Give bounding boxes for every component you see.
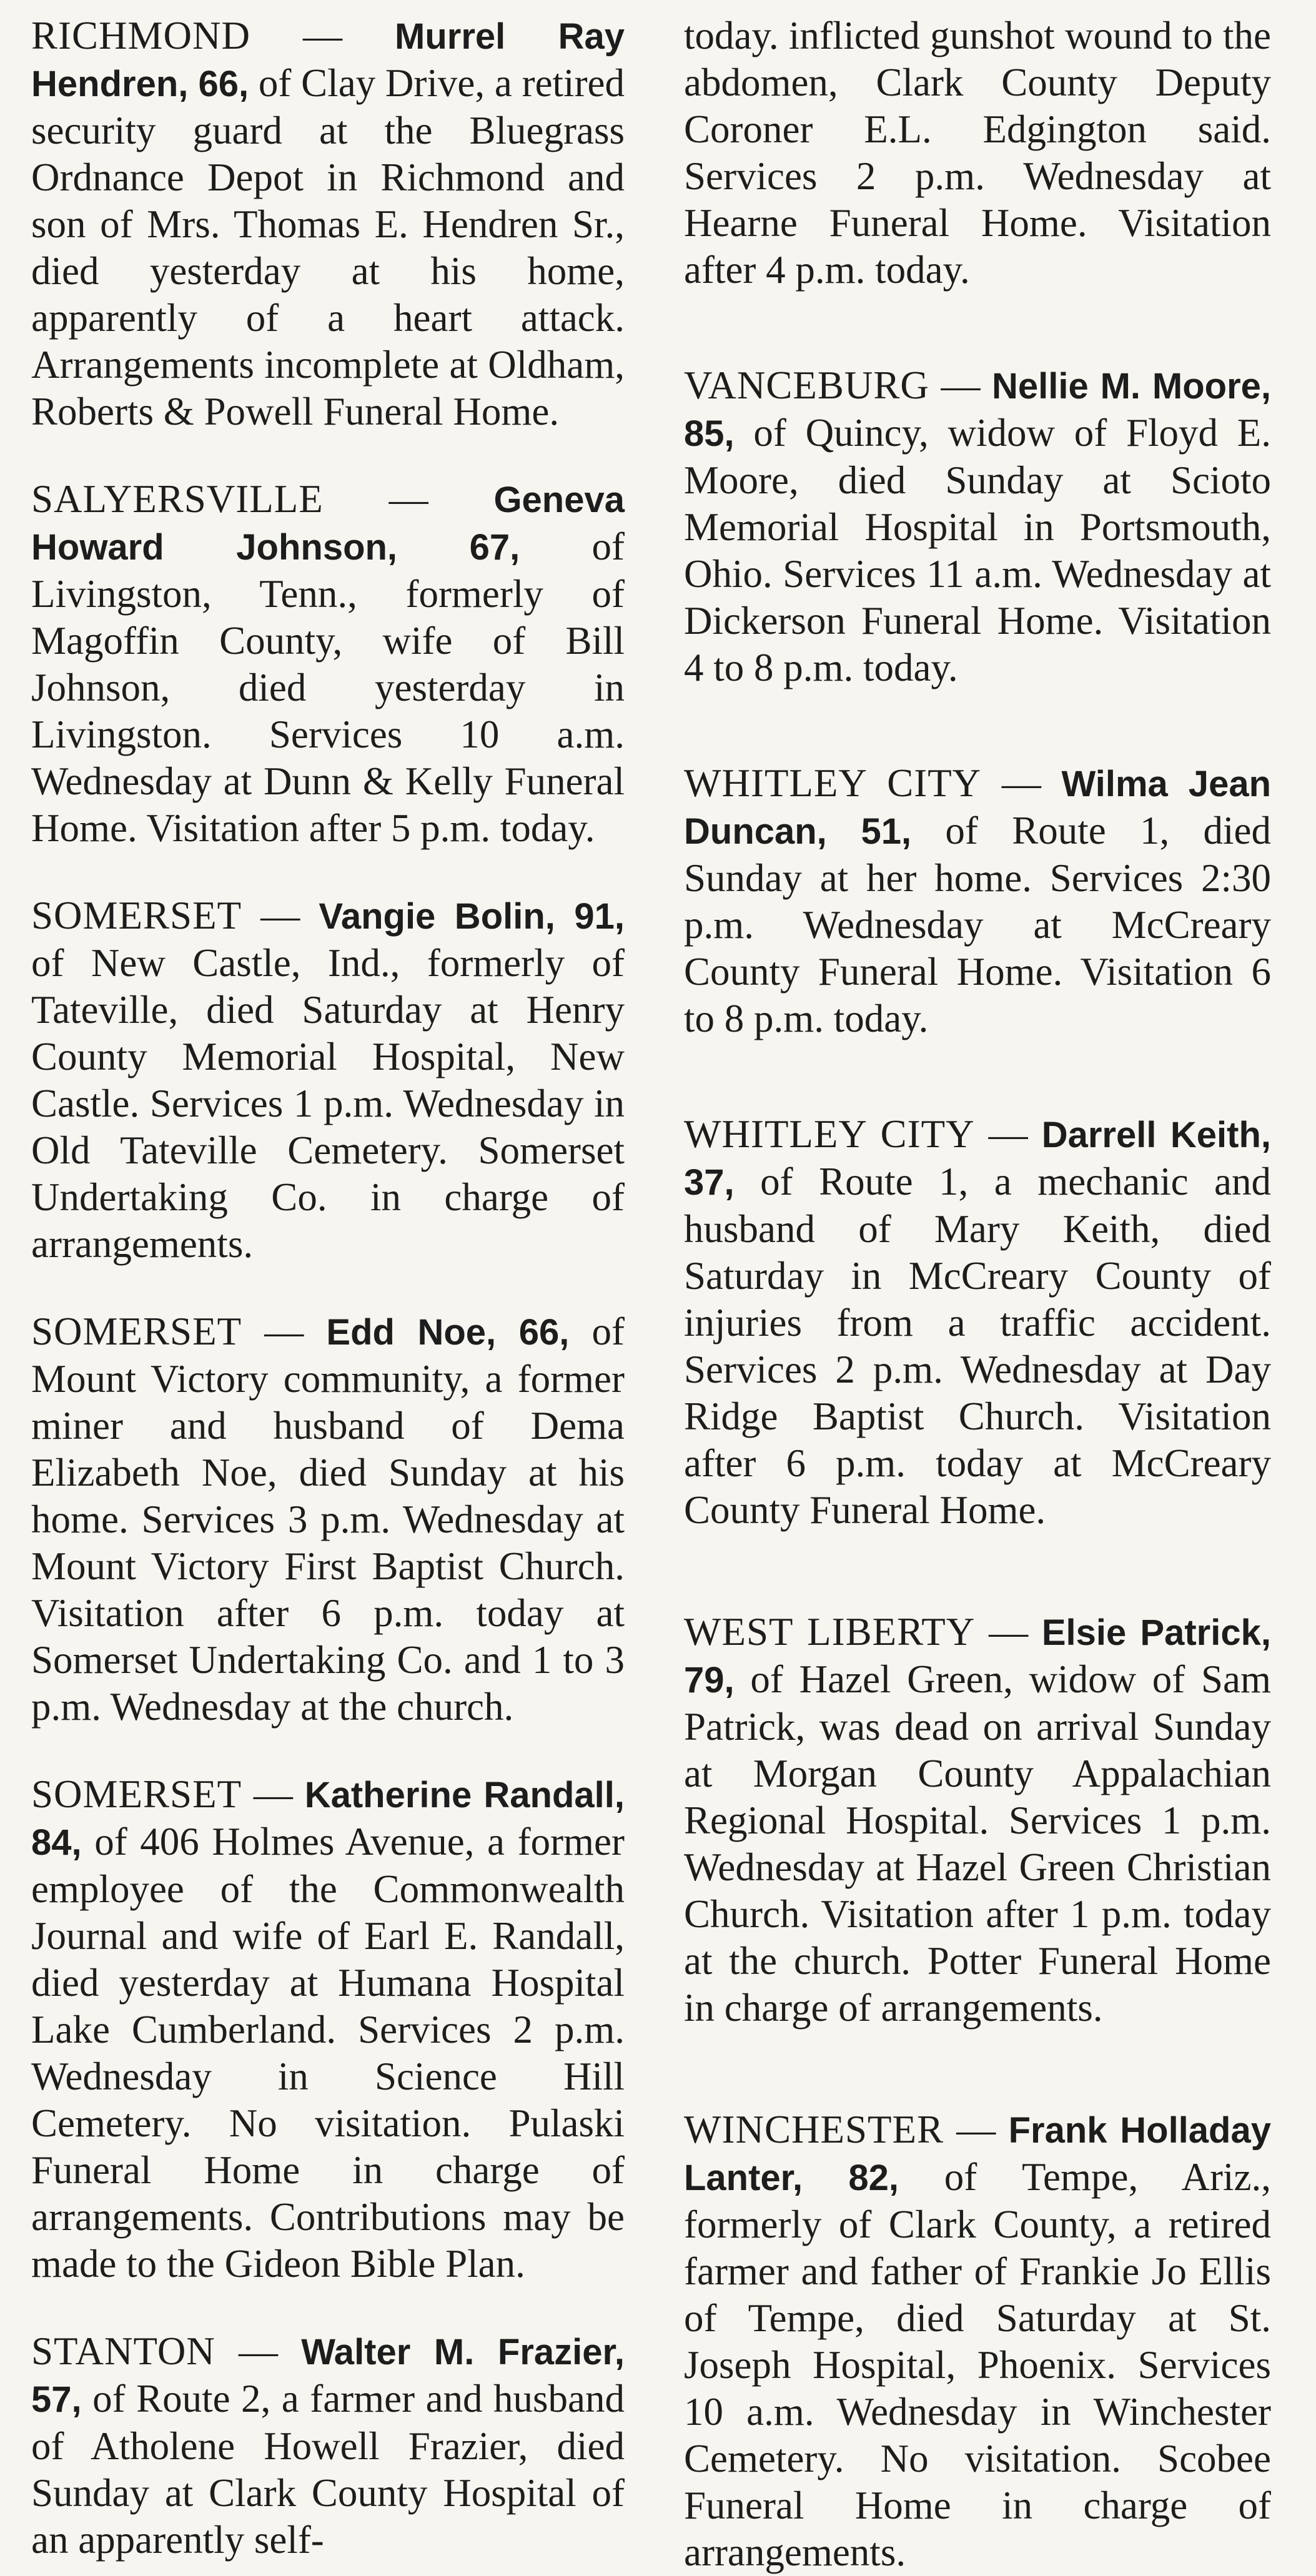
deceased-name: Elsie Patrick, 79, [684, 1612, 1271, 1700]
obituary-body: of Route 1, a mechanic and husband of Mary Keith, died Saturday in McCreary County of injuries from a traffic accident. Services 2 p.m. Wednesday at Day Ridge Baptist Church. Visitation after 6 p.m. today at McCreary County Funeral Home. [684, 1160, 1272, 1532]
obituary-entry [31, 892, 625, 1268]
dateline-dash: — [303, 14, 343, 57]
obituary-dateline: STANTON [31, 2329, 215, 2373]
dateline-dash: — [941, 363, 981, 407]
deceased-name: Vangie Bolin, 91, [319, 896, 625, 937]
dateline-dash: — [388, 477, 428, 521]
obituary-body: of Mount Victory community, a former miner and husband of Dema Elizabeth Noe, died Sunday at his home. Services 3 p.m. Wednesday at Mount Victory First Baptist Church. Visitation after 6 p.m. today at Somerset Undertaking Co. and 1 to 3 p.m. Wednesday at the church. [31, 1310, 625, 1729]
obituary-body: of Clay Drive, a retired security guard at the Bluegrass Ordnance Depot in Richmond and son of Mrs. Thomas E. Hendren Sr., died yesterday at his home, apparently of a heart attack. Arrangements incomplete at Oldham, Roberts & Powell Funeral Home. [31, 61, 625, 433]
obituary-body: of Route 1, died Sunday at her home. Services 2:30 p.m. Wednesday at McCreary County Funeral Home. Visitation 6 to 8 p.m. today. [684, 809, 1272, 1040]
obituary-dateline: VANCEBURG [684, 363, 929, 407]
obituary-entry [31, 1308, 625, 1730]
dateline-dash: — [1001, 761, 1041, 805]
obituary-body: of Quincy, widow of Floyd E. Moore, died Sunday at Scioto Memorial Hospital in Portsmouth, Ohio. Services 11 a.m. Wednesday at Dickerson Funeral Home. Visitation 4 to 8 p.m. today. [684, 411, 1271, 689]
obituary-body: of New Castle, Ind., formerly of Tateville, died Saturday at Henry County Memorial Hospital, New Castle. Services 1 p.m. Wednesday in Old Tateville Cemetery. Somerset Undertaking Co. in charge of arrangements. [31, 941, 625, 1266]
dateline-dash: — [264, 1310, 304, 1353]
obituary-dateline: SOMERSET [31, 1772, 242, 1816]
obituary-dateline: WHITLEY CITY [684, 761, 982, 805]
dateline-dash: — [989, 1610, 1029, 1654]
obituary-dateline: SOMERSET [31, 894, 242, 937]
obituary-dateline: WEST LIBERTY [684, 1610, 976, 1654]
deceased-name: Edd Noe, 66, [326, 1312, 570, 1353]
obituary-dateline: SALYERSVILLE [31, 477, 324, 521]
obituary-body: of Route 2, a farmer and husband of Atholene Howell Frazier, died Sunday at Clark County Hospital of an apparently self- [31, 2377, 625, 2562]
obituary-entry [684, 2106, 1271, 2576]
obituary-entry [684, 362, 1271, 691]
obituary-dateline: WHITLEY CITY [684, 1112, 975, 1156]
deceased-name: Murrel Ray Hendren, 66, [31, 16, 625, 104]
deceased-name: Darrell Keith, 37, [684, 1115, 1272, 1203]
obituary-entry [31, 476, 625, 852]
dateline-dash: — [988, 1112, 1028, 1156]
obituary-body: of Tempe, Ariz., formerly of Clark County, a retired farmer and father of Frankie Jo Ellis of Tempe, died Saturday at St. Joseph Hospital, Phoenix. Services 10 a.m. Wednesday in Winchester Cemetery. No visitation. Scobee Funeral Home in charge of arrangements. [684, 2155, 1271, 2574]
obituary-entry [31, 1771, 625, 2287]
obituary-dateline: WINCHESTER [684, 2108, 944, 2151]
obituary-body: of Hazel Green, widow of Sam Patrick, was dead on arrival Sunday at Morgan County Appalachian Regional Hospital. Services 1 p.m. Wednesday at Hazel Green Christian Church. Visitation after 1 p.m. today at the church. Potter Funeral Home in charge of arrangements. [684, 1657, 1272, 2030]
obituary-dateline: SOMERSET [31, 1310, 242, 1353]
obituary-entry [684, 760, 1271, 1042]
dateline-dash: — [260, 894, 300, 937]
obituary-entry [684, 1609, 1271, 2031]
dateline-dash: — [239, 2329, 279, 2373]
obituary-dateline: RICHMOND [31, 14, 251, 57]
obituary-continuation: today. inflicted gunshot wound to the abdomen, Clark County Deputy Coroner E.L. Edgington said. Services 2 p.m. Wednesday at Hearne Funeral Home. Visitation after 4 p.m. today. [684, 14, 1271, 292]
obituary-entry [31, 2328, 625, 2564]
obituary-body: of 406 Holmes Avenue, a former employee of the Commonwealth Journal and wife of Earl E. Randall, died yesterday at Humana Hospital Lake Cumberland. Services 2 p.m. Wednesday in Science Hill Cemetery. No visitation. Pulaski Funeral Home in charge of arrangements. Contributions may be made to the Gideon Bible Plan. [31, 1820, 625, 2286]
obituary-body: of Livingston, Tenn., formerly of Magoffin County, wife of Bill Johnson, died yesterday in Livingston. Services 10 a.m. Wednesday at Dunn & Kelly Funeral Home. Visitation after 5 p.m. today. [31, 525, 625, 850]
obituary-entry [684, 1111, 1271, 1534]
deceased-name: Geneva Howard Johnson, 67, [31, 480, 625, 568]
deceased-name: Katherine Randall, 84, [31, 1775, 625, 1863]
deceased-name: Walter M. Frazier, 57, [31, 2332, 625, 2420]
deceased-name: Wilma Jean Duncan, 51, [684, 764, 1272, 852]
dateline-dash: — [253, 1772, 293, 1816]
obituaries-right-column [684, 12, 1271, 2576]
obituary-entry [31, 12, 625, 435]
deceased-name: Frank Holladay Lanter, 82, [684, 2110, 1271, 2198]
dateline-dash: — [956, 2108, 996, 2151]
deceased-name: Nellie M. Moore, 85, [684, 366, 1272, 454]
obituaries-left-column [31, 12, 625, 2564]
